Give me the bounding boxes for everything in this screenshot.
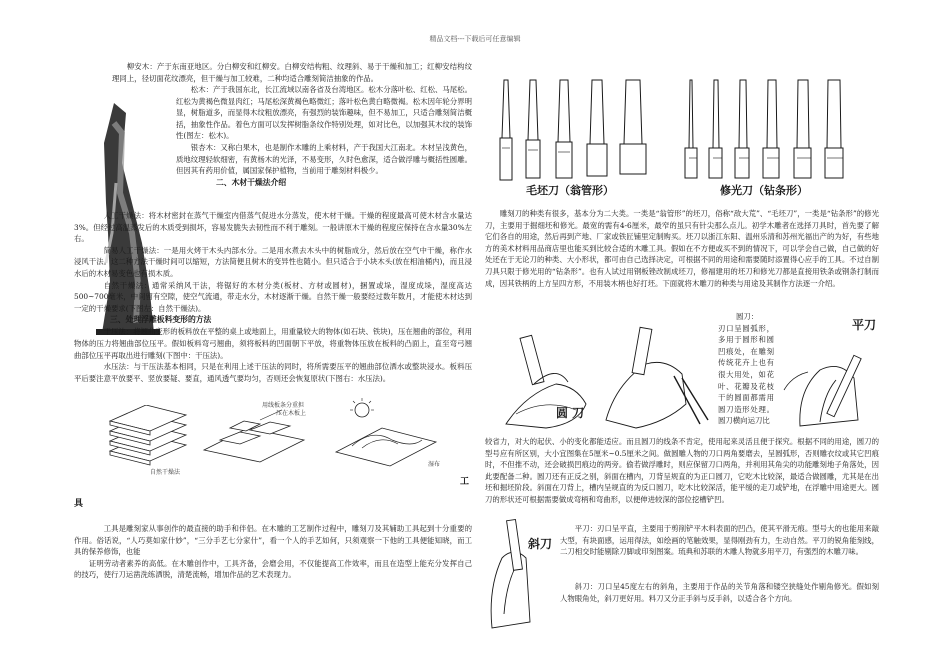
right-text-block-4 <box>560 581 879 604</box>
natural-drying-figure <box>100 405 190 467</box>
blank-knife-2 <box>526 80 540 178</box>
round-knife-illustration <box>486 324 716 432</box>
para-knife-intro: 雕刻刀的种类有很多，基本分为二大类。一类是“翁管形”的坯刀，俗称“敌大荒”、“毛坯刀”，一类是“钻条形”的修光刀，主要用于掘细坯和修光。最宽的需有4-6厘米，最窄的虽只有针尖那么点儿。初学木雕者在选择刀具时，首先要了解它们各自的用途，然后再到产地、厂家或铁匠铺里定制购买。坯刀以浙江东阳、温州乐清和苏州光福出产的为好，有些地方的美术材料用品商店里也能买到比较合适的木雕工具。假如在不方便或买不到的情况下，可以学会自己做，自己做的好处还在于无论刀的种类、大小形状，都可由自己选择决定，可根据不同的用途和需要随时添置得心应手的工具。不过自制刀具只限于修光用的“钻条形”。也有人试过用钢板锉改制成坯刀，修福建用的坯刀和修光刀都是直接用铁条或钢条打制而成，因其铁柄的上方呈四方形，不用装木柄也好打坯。下面就将木雕刀的种类与用途及其制作方法逐一介绍。 <box>485 209 879 288</box>
carving-tools-figure <box>494 78 874 198</box>
caption-press-line2: 压在木板上 <box>276 410 307 417</box>
para-songmu: 松木：产于我国东北，长江流域以南各省及台湾地区。松木分落叶松、红松、马尾松。红松为黄褐色微显肉红；马尾松深黄褐色略微红；落叶松色黄白略微褐。松木因年轮分界明显，树脂道多，而显得木纹粗放漂亮，有强烈的装饰趣味，但不易加工，只适合雕刻简洁概括，抽象性作品。着色方面可以发挥树脂条纹作特别处理，如对比色，以加强其木纹的装饰性(图左：松木)。 <box>176 85 472 141</box>
blank-knife-1 <box>500 80 512 180</box>
heading-warping: 三、处理浮雕板料变形的方法 <box>110 315 212 325</box>
tools-heading-2: 具 <box>74 499 84 509</box>
para-dry2: 简易人工干燥法：一是用火烤干木头内部水分。二是用水煮去木头中的树脂成分，然后放在空气中干燥，称作水浸风干法。这二种方法干燥时间可以缩短，方法简便且树木的变异性也随小。但只适合于小块木头(放在相油桶内)，而且浸水后的木材易变色也有损木质。 <box>74 245 472 278</box>
blank-knife-3 <box>556 80 572 178</box>
para-fix2: 水压法：与干压法基本相同，只是在利用上述干压法的同时，将所需要压平的翘曲部位洒水或整块浸水。板料压平后要注意平放要平、竖放要疑、要直，通风透气要均匀，否则还会恢复原状(下图右：水压法)。 <box>74 362 472 383</box>
finishing-knife-5 <box>794 80 811 178</box>
caption-press <box>262 402 306 418</box>
finishing-knife-1 <box>685 80 697 178</box>
finishing-knife-6 <box>825 80 843 178</box>
water-press-figure <box>332 398 442 473</box>
left-text-block-1 <box>112 61 472 84</box>
para-fix1: 干压法：将翘曲变形的板料放在平整的桌上或地面上，用重量较大的物体(如石块、铁块)，压在翘曲的部位，利用物体的压力将翘曲部位压平。假如板料弯弓翘曲，须将板料的凹面朝下平放，将重物体压放在板料的凸面上，直至弯弓翘曲部位压平再取出进行雕刻(下图中：干压法)。 <box>74 327 472 360</box>
tools-heading-1: 工 <box>460 477 470 487</box>
para-dry1: 人工干燥法：将木材密封在蒸气干燥室内借蒸气促进水分蒸发，使木材干燥。干燥的程度最高可使木材含水量达3%。但经过高温蒸发后的木质受到损坏，容易发脆失去韧性而不利于雕刻。一般讲原木干燥的程度应保持在含水量30%左右。 <box>74 211 472 244</box>
flat-knife-illustration <box>780 330 876 430</box>
left-text-block-4 <box>74 523 472 581</box>
para-tools1: 工具是雕刻家从事创作的最直接的助手和伴侣。在木雕的工艺制作过程中，雕刻刀及其辅助工具起到十分重要的作用。俗话说，“人巧莫如家什妙”，“三分手艺七分家什”，看一个人的手艺如何，只须观察一下他的工具便能知晓，而工具的保养修饰，也能 <box>74 524 472 557</box>
label-round-knife: 圆 刀 <box>556 406 585 420</box>
caption-wet-cloth: 湿布 <box>428 461 441 468</box>
blank-knife-5 <box>620 80 646 174</box>
round-knife-text <box>718 311 774 427</box>
left-text-block-2 <box>176 84 472 189</box>
para-round-knife: 刃口呈圆弧形，多用于圆形和圆凹痕处，在雕刻传统花卉上也有很大用处，如花叶、花瓣及花枝干的圆面都需用圆刀造形处理。圆刀横向运刀比 <box>718 323 774 426</box>
left-text-block-3 <box>74 210 472 384</box>
para-slant-knife: 斜刀：刀口呈45度左右的斜角，主要用于作品的关节角落和镂空狭缝处作剔角修光。假如刻人物眼角处，斜刀更好用。料刀又分正手斜与反手斜，以适合各个方向。 <box>560 582 879 603</box>
finishing-knife-4 <box>763 80 779 178</box>
caption-press-line1: 用线板条分重担 <box>262 402 305 409</box>
para-flat-knife: 平刀：刃口呈平直，主要用于剪削铲平木料表面的凹凸，使其平滑无痕。型号大的也能用来敲大型，有块面感，运用得法，如绘画的笔触效果，显得刚劲有力，生动自然。平刀的锐角能刻线，二刀相交时能剔除刀脚或印刻图案。琉典和苏联的木雕人物就多用平刀，有强烈的木雕刀味。 <box>560 524 879 557</box>
para-dry3: 自然干燥法：通常采纳风干法，将锯好的木材分类(板材、方材或圆材)，捆置或垛，湿度成垛，湿度高达500~700毫米，中间留有空隙，使空气流通，带走水分，木材逐渐干燥。自然干燥一般要经过数年数月，才能使木材达到一定的干燥要求(下图左：自然干燥法)。 <box>74 280 472 313</box>
para-liuanmu: 柳安木：产于东南亚地区。分白柳安和红柳安。白柳安结构粗、纹理斜、易于干燥和加工；红柳安结构纹理同上，径切面花纹漂亮，但干燥与加工较难，二种均适合雕刻简洁抽象的作品。 <box>112 62 472 83</box>
para-round-knife-2: 较省力，对大的起伏、小的变化都能适应。而且圆刀的线条不肯定，使用起来灵活且便于探究。根据不同的用途，圆刀的型号应有所区别，大小宜图集在5厘米~0.5厘米之间。做圆雕人物的刀口两角要磨去，呈圆弧形，否则雕衣纹或其它凹痕时，不但推不动，还会破损凹痕边的两旁。偷若做浮雕时，则应保留刀口两角，并利用其角尖的功能雕刻地子角落处，因此要配备二种。圆刀还有正反之别，斜面在槽内，刀背呈规直的为正口圆刀，它吃木比较深，最适合做圆雕，尤其是在出坯和掘坯阶段。斜面在刀背上，槽内呈规直的为反口圆刀，吃木比较深活，能平缓的走刀或铲地，在浮雕中用途更大。圆刀的形状还可根据需要做成弯柄和弯曲形，以便伸进较深的部位挖槽铲凹。 <box>485 437 879 504</box>
right-text-block-2 <box>485 436 879 506</box>
para-tools2: 证明劳动者素养的高低。在木雕创作中，工具齐备，会磨会用，不仅能提高工作效率，而且在造型上能充分发挥自己的技巧，使行刀运凿洗练洒脱，清楚流畅，增加作品的艺术表现力。 <box>74 558 472 580</box>
label-slant-knife: 斜刀 <box>528 537 553 551</box>
label-flat-knife: 平刀 <box>852 318 877 332</box>
page-header: 精品文档---下载后可任意编辑 <box>429 35 521 43</box>
label-finishing-knife: 修光刀（钻条形） <box>720 184 808 197</box>
finishing-knife-2 <box>709 80 722 178</box>
finishing-knife-3 <box>735 80 749 178</box>
caption-natural-drying: 自然干燥法 <box>150 469 181 476</box>
right-text-block-1 <box>485 208 879 289</box>
right-text-block-3 <box>560 523 879 558</box>
blank-knife-4 <box>587 80 607 176</box>
round-knife-title: 圆刀： <box>736 312 759 321</box>
heading-drying: 二、木材干燥法介绍 <box>216 177 287 187</box>
label-blank-knife: 毛坯刀（翁管形） <box>526 184 614 197</box>
para-yinxing: 银杏木：又称白果木，也是制作木雕的上乘材料，产于我国大江南北。木材呈浅黄色，质地纹理轻软细密，有黄杨木的光泽，不易变形，久时色愈深，适合做浮雕与概括性圆雕。但因其有药用价值，属国家保护植物，当前用于雕刻材料极少。 <box>176 142 472 176</box>
